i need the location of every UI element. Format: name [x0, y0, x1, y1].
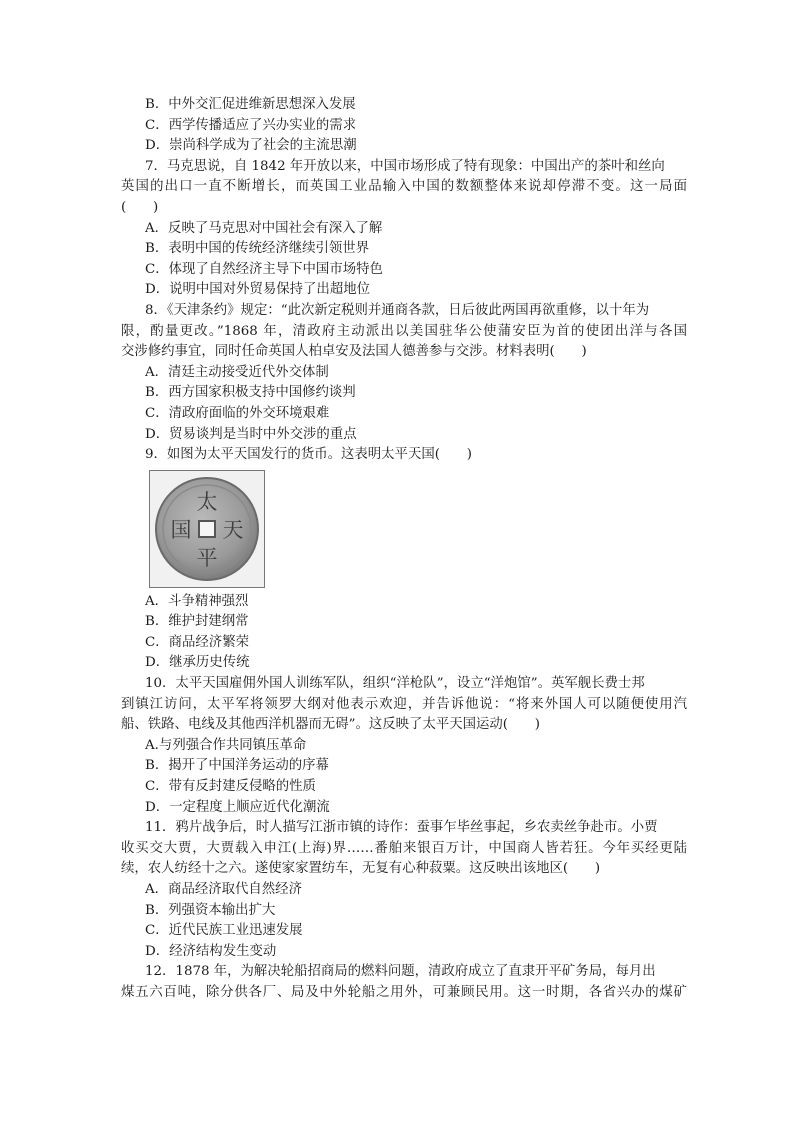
q10-option-c: C．带有反封建反侵略的性质	[145, 779, 316, 795]
q6-option-b: B．中外交汇促进维新思想深入发展	[145, 97, 356, 112]
q8-option-d: D．贸易谈判是当时中外交涉的重点	[145, 426, 357, 442]
q10-stem-line-1: 10．太平天国雇佣外国人训练军队，组织“洋枪队”，设立“洋炮馆”。英军舰长费士邦	[145, 676, 645, 692]
q8-stem-line-2: 限，酌量更改。”1868 年，清政府主动派出以美国驻华公使蒲安臣为首的使团出洋与各国	[121, 323, 687, 339]
q8-option-b: B．西方国家积极支持中国修约谈判	[145, 385, 356, 401]
q9-option-d: D．继承历史传统	[145, 655, 250, 671]
coin-square-hole	[199, 521, 215, 537]
q12-stem-line-2: 煤五六百吨，除分供各厂、局及中外轮船之用外，可兼顾民用。这一时期，各省兴办的煤矿	[121, 984, 687, 1000]
q9-stem-line-1: 9．如图为太平天国发行的货币。这表明太平天国( )	[145, 447, 472, 463]
q7-stem-line-3: ( )	[121, 199, 159, 215]
q11-option-d: D．经济结构发生变动	[145, 943, 277, 959]
q7-stem-line-2: 英国的出口一直不断增长，而英国工业品输入中国的数额整体来说却停滞不变。这一局面	[121, 179, 687, 195]
q8-option-c: C．清政府面临的外交环境艰难	[145, 405, 330, 421]
q10-stem-line-3: 船、铁路、电线及其他西洋机器而无碍”。这反映了太平天国运动( )	[121, 717, 541, 733]
question-content	[121, 95, 687, 1004]
q8-stem-line-3: 交涉修约事宜，同时任命英国人柏卓安及法国人德善参与交涉。材料表明( )	[121, 344, 587, 360]
q7-option-a: A．反映了马克思对中国社会有深入了解	[145, 220, 383, 236]
q8-stem-line-1: 8．《天津条约》规定：“此次新定税则并通商各款，日后彼此两国再欲重修，以十年为	[145, 302, 650, 318]
q6-option-c: C．西学传播适应了兴办实业的需求	[145, 117, 357, 133]
coin-char-top: 太	[196, 489, 218, 514]
taiping-coin-image	[149, 470, 265, 588]
q11-stem-line-2: 收买交大贾，大贾载入申江(上海)界……番舶来银百万计，中国商人皆若狂。今年买经更陆	[121, 840, 687, 856]
coin-illustration	[150, 471, 264, 587]
q11-option-b: B．列强资本输出扩大	[145, 902, 276, 918]
q7-stem-line-1: 7．马克思说，自 1842 年开放以来，中国市场形成了特有现象：中国出产的茶叶和丝向	[145, 158, 665, 174]
coin-char-left: 国	[170, 517, 192, 542]
q8-option-a: A．清廷主动接受近代外交体制	[145, 364, 329, 380]
q7-option-c: C．体现了自然经济主导下中国市场特色	[145, 261, 383, 277]
coin-char-bottom: 平	[196, 545, 218, 570]
q6-option-d: D．崇尚科学成为了社会的主流思潮	[145, 138, 357, 154]
q12-stem-line-1: 12．1878 年，为解决轮船招商局的燃料问题，清政府成立了直隶开平矿务局，每月出	[145, 964, 656, 980]
q10-stem-line-2: 到镇江访问，太平军将领罗大纲对他表示欢迎，并告诉他说：“将来外国人可以随便使用汽	[121, 696, 687, 712]
q10-option-a: A.与列强合作共同镇压革命	[145, 737, 307, 753]
q11-stem-line-1: 11．鸦片战争后，时人描写江浙市镇的诗作：蚕事乍毕丝事起，乡农卖丝争赴市。小贾	[145, 820, 658, 836]
q9-option-b: B．维护封建纲常	[145, 614, 249, 630]
q11-option-a: A．商品经济取代自然经济	[145, 882, 302, 897]
q11-option-c: C．近代民族工业迅速发展	[145, 923, 303, 939]
q9-option-c: C．商品经济繁荣	[145, 634, 249, 650]
q7-option-b: B．表明中国的传统经济继续引领世界	[145, 241, 370, 257]
q10-option-d: D．一定程度上顺应近代化潮流	[145, 799, 330, 815]
q11-stem-line-3: 续，农人纺经十之六。遂使家家置纺车，无复有心种菽粟。这反映出该地区( )	[121, 861, 601, 877]
q10-option-b: B．揭开了中国洋务运动的序幕	[145, 758, 329, 774]
coin-char-right: 天	[222, 517, 244, 542]
q7-option-d: D．说明中国对外贸易保持了出超地位	[145, 282, 370, 298]
q9-option-a: A．斗争精神强烈	[145, 593, 249, 609]
